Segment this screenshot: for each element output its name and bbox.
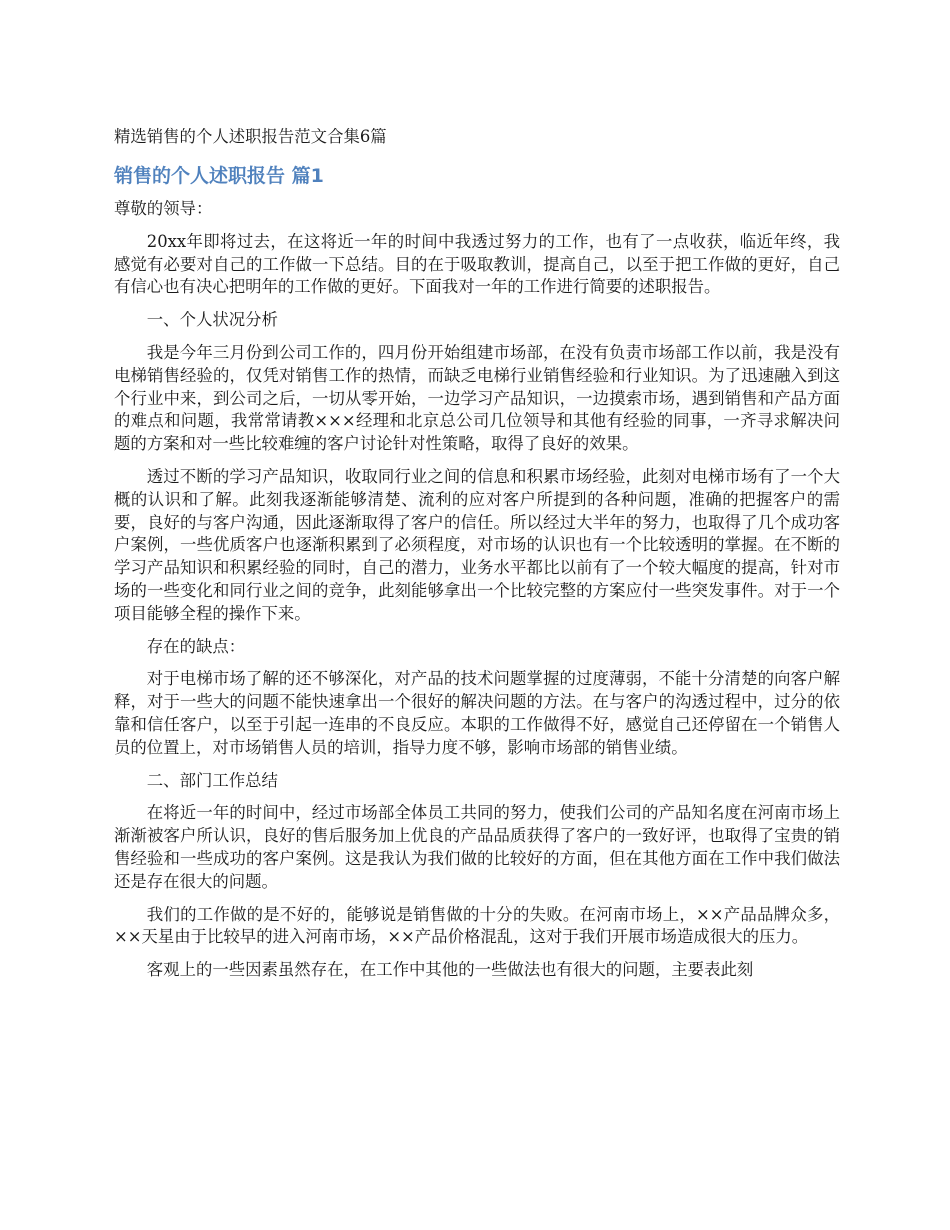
paragraph-objective-factors: 客观上的一些因素虽然存在，在工作中其他的一些做法也有很大的问题，主要表此刻 [146,960,754,980]
salutation: 尊敬的领导： [114,199,213,218]
paragraph-sales-problems: 我们的工作做的是不好的，能够说是销售做的十分的失败。在河南市场上，××产品品牌众多，××天星由于比较早的进入河南市场，××产品价格混乱，这对于我们开展市场造成很大的压力。 [114,904,840,947]
subheading-department-summary: 二、部门工作总结 [146,770,278,790]
section-heading: 销售的个人述职报告 篇1 [114,165,324,187]
subheading-shortcomings: 存在的缺点： [146,636,246,656]
paragraph-intro: 20xx年即将过去，在这将近一年的时间中我透过努力的工作，也有了一点收获，临近年终，我感觉有必要对自己的工作做一下总结。目的在于吸取教训，提高自己，以至于把工作做的更好，自己有信心也有决心把明年的工作做的更好。下面我对一年的工作进行简要的述职报告。 [114,231,840,297]
document-body [114,126,840,992]
subheading-personal-analysis: 一、个人状况分析 [146,310,278,330]
document-title: 精选销售的个人述职报告范文合集6篇 [114,127,387,146]
paragraph-shortcomings: 对于电梯市场了解的还不够深化，对产品的技术问题掌握的过度薄弱，不能十分清楚的向客户解释，对于一些大的问题不能快速拿出一个很好的解决问题的方法。在与客户的沟透过程中，过分的依靠和信任客户，以至于引起一连串的不良反应。本职的工作做得不好，感觉自己还停留在一个销售人员的位置上，对市场销售人员的培训，指导力度不够，影响市场部的销售业绩。 [114,669,840,757]
paragraph-personal-background: 我是今年三月份到公司工作的，四月份开始组建市场部，在没有负责市场部工作以前，我是没有电梯销售经验的，仅凭对销售工作的热情，而缺乏电梯行业销售经验和行业知识。为了迅速融入到这个行业中来，到公司之后，一切从零开始，一边学习产品知识，一边摸索市场，遇到销售和产品方面的难点和问题，我常常请教×××经理和北京总公司几位领导和其他有经验的同事，一齐寻求解决问题的方案和对一些比较难缠的客户讨论针对性策略，取得了良好的效果。 [114,342,840,454]
paragraph-department-achievements: 在将近一年的时间中，经过市场部全体员工共同的努力，使我们公司的产品知名度在河南市场上渐渐被客户所认识，良好的售后服务加上优良的产品品质获得了客户的一致好评，也取得了宝贵的销售经验和一些成功的客户案例。这是我认为我们做的比较好的方面，但在其他方面在工作中我们做法还是存在很大的问题。 [114,803,840,891]
paragraph-learning-progress: 透过不断的学习产品知识，收取同行业之间的信息和积累市场经验，此刻对电梯市场有了一个大概的认识和了解。此刻我逐渐能够清楚、流利的应对客户所提到的各种问题，准确的把握客户的需要，良好的与客户沟通，因此逐渐取得了客户的信任。所以经过大半年的努力，也取得了几个成功客户案例，一些优质客户也逐渐积累到了必须程度，对市场的认识也有一个比较透明的掌握。在不断的学习产品知识和积累经验的同时，自己的潜力，业务水平都比以前有了一个较大幅度的提高，针对市场的一些变化和同行业之间的竞争，此刻能够拿出一个比较完整的方案应付一些突发事件。对于一个项目能够全程的操作下来。 [114,466,840,623]
